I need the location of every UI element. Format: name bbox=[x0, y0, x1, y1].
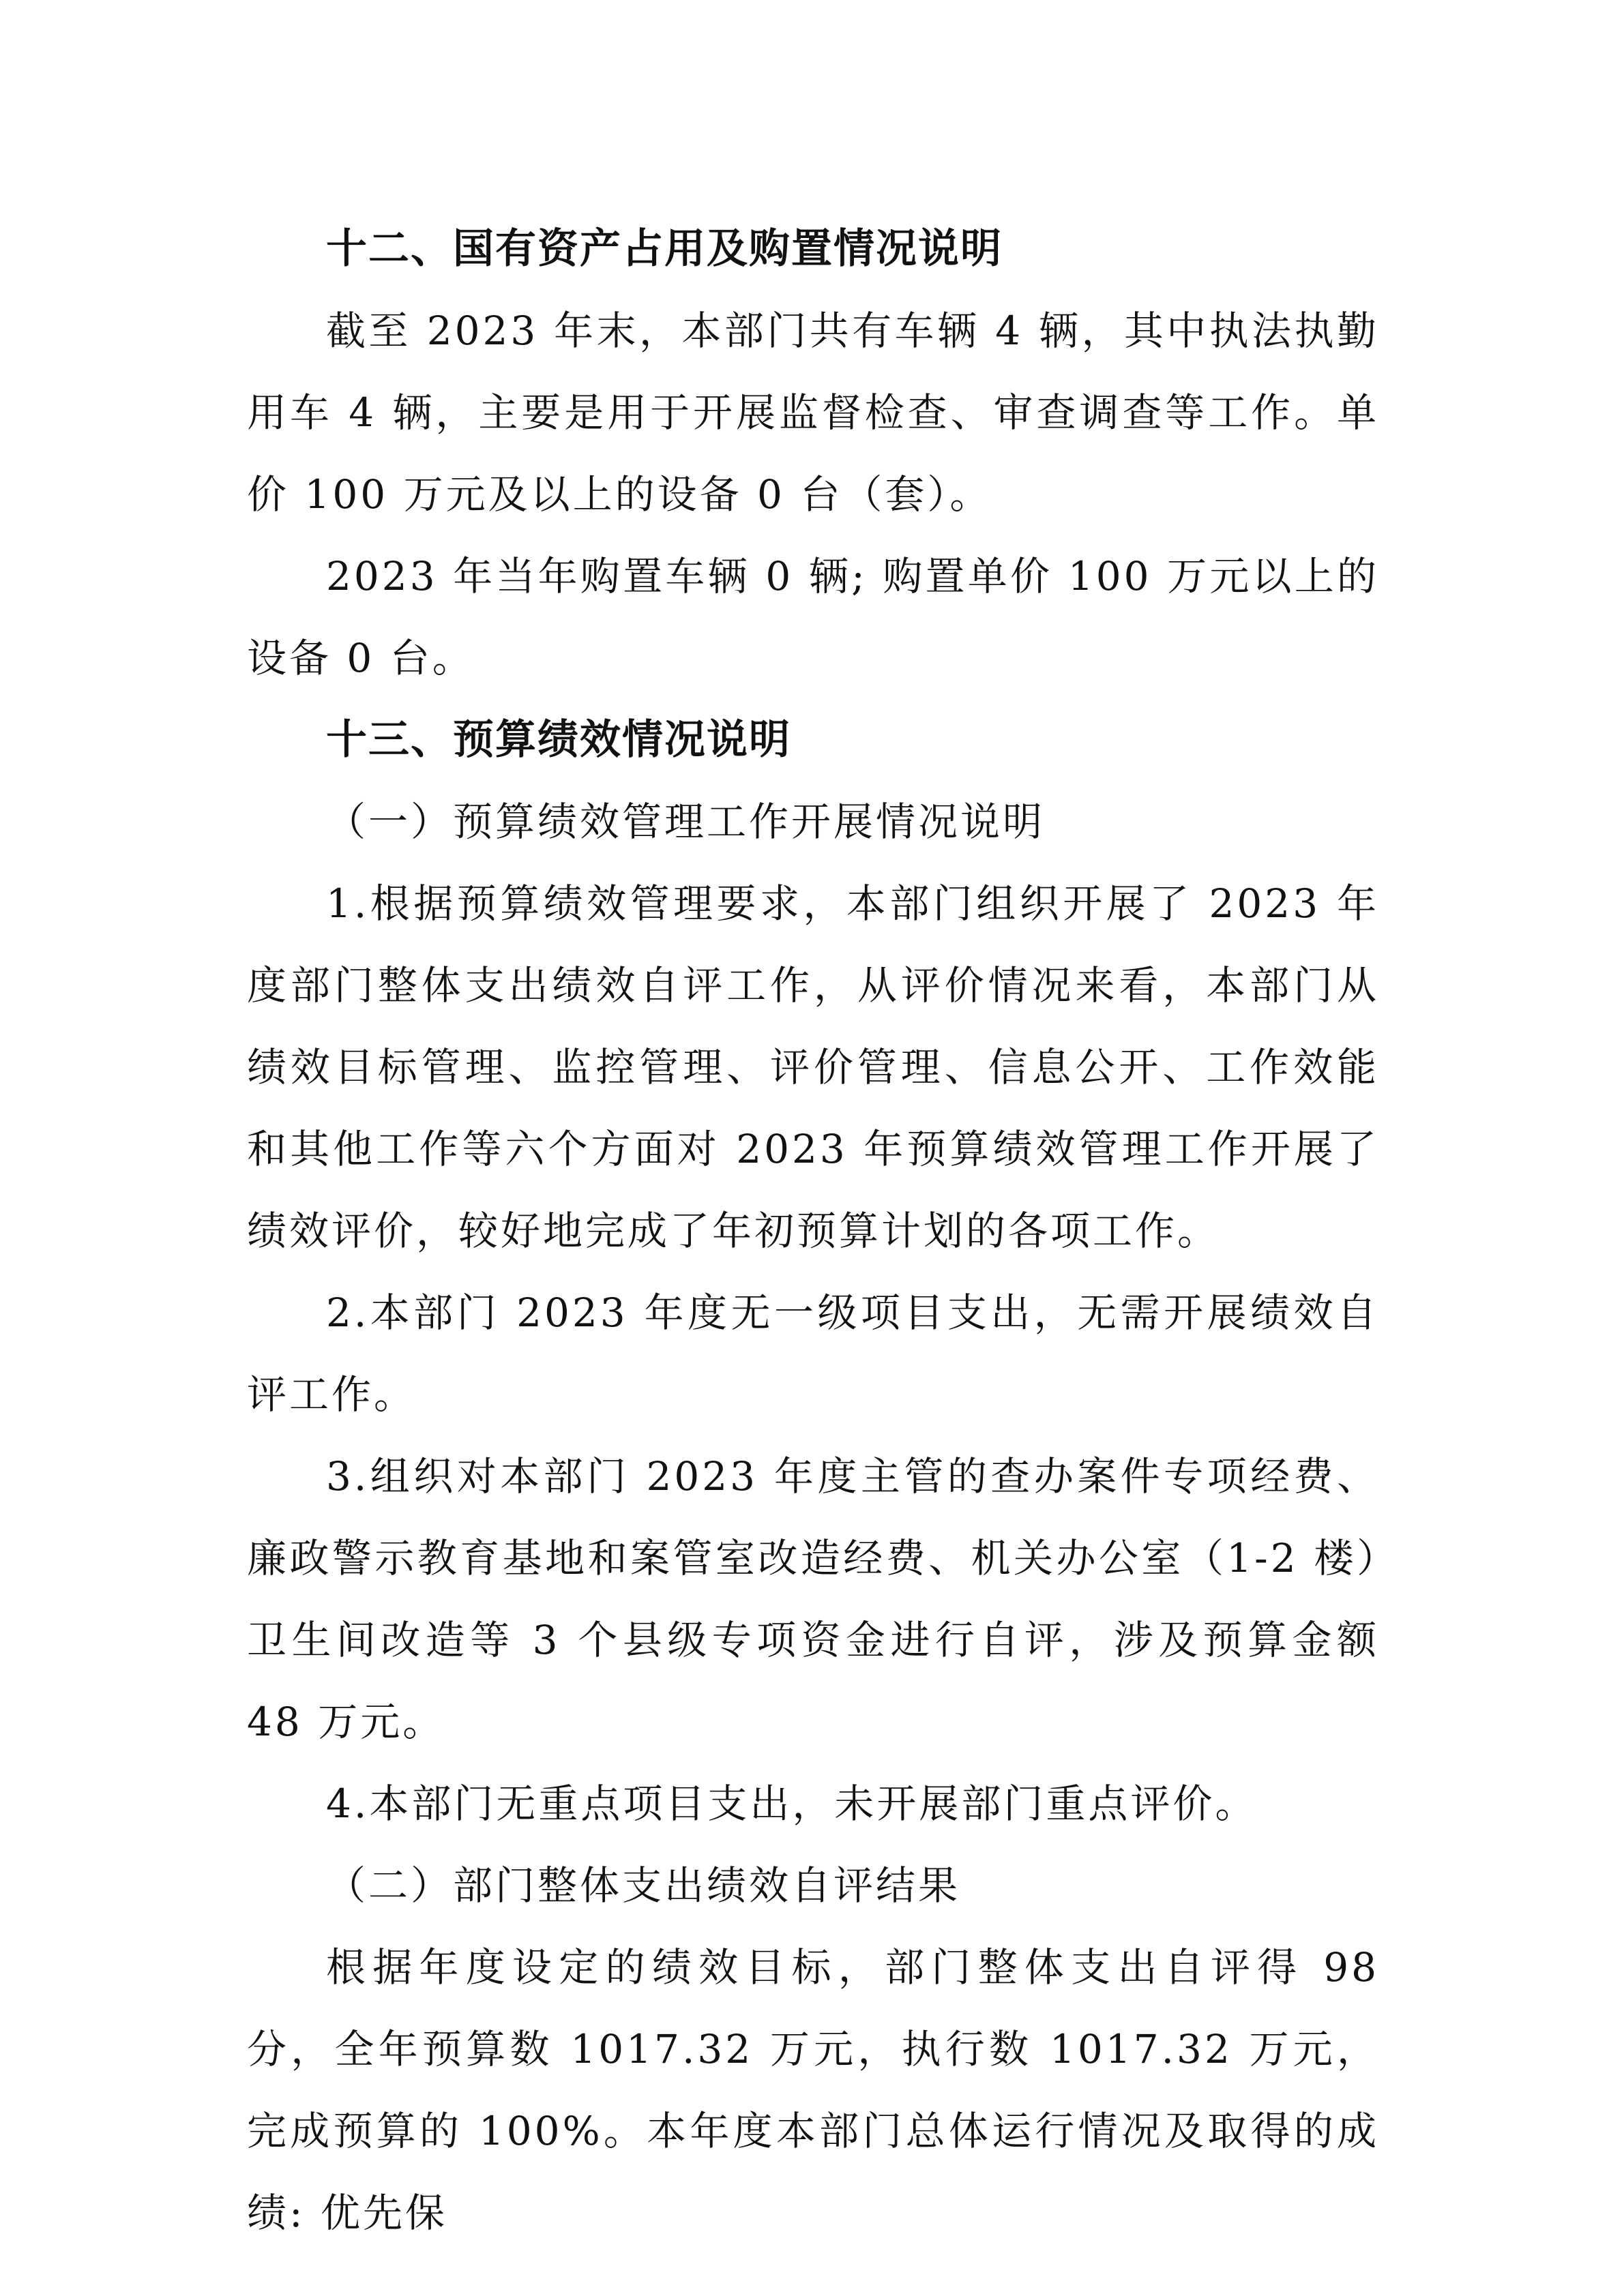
section-heading-12: 十二、国有资产占用及购置情况说明 bbox=[326, 225, 1003, 273]
subsection-heading-2: （二）部门整体支出绩效自评结果 bbox=[326, 1862, 961, 1909]
document-body bbox=[247, 208, 1379, 2254]
paragraph-item-4: 4.本部门无重点项目支出，未开展部门重点评价。 bbox=[326, 1780, 1258, 1827]
subsection-heading-1: （一）预算绩效管理工作开展情况说明 bbox=[326, 799, 1046, 845]
paragraph-purchases: 2023 年当年购置车辆 0 辆; 购置单价 100 万元以上的设备 0 台。 bbox=[247, 553, 1379, 681]
paragraph-item-2: 2.本部门 2023 年度无一级项目支出，无需开展绩效自评工作。 bbox=[247, 1289, 1379, 1418]
paragraph-item-3: 3.组织对本部门 2023 年度主管的查办案件专项经费、廉政警示教育基地和案管室改造经费、机关办公室（1-2 楼）卫生间改造等 3 个县级专项资金进行自评，涉及预算金额 48 万元。 bbox=[247, 1453, 1379, 1745]
paragraph-self-evaluation: 根据年度设定的绩效目标，部门整体支出自评得 98 分，全年预算数 1017.32 万元，执行数 1017.32 万元，完成预算的 100%。本年度本部门总体运行情况及取得的成绩: 优先保 bbox=[247, 1944, 1379, 2236]
paragraph-item-1: 1.根据预算绩效管理要求，本部门组织开展了 2023 年度部门整体支出绩效自评工作，从评价情况来看，本部门从绩效目标管理、监控管理、评价管理、信息公开、工作效能和其他工作等六个方面对 2023 年预算绩效管理工作开展了绩效评价，较好地完成了年初预算计划的各项工作。 bbox=[247, 880, 1379, 1254]
paragraph-vehicles: 截至 2023 年末，本部门共有车辆 4 辆，其中执法执勤用车 4 辆，主要是用于开展监督检查、审查调查等工作。单价 100 万元及以上的设备 0 台（套）。 bbox=[247, 308, 1379, 518]
section-heading-13: 十三、预算绩效情况说明 bbox=[326, 716, 791, 764]
